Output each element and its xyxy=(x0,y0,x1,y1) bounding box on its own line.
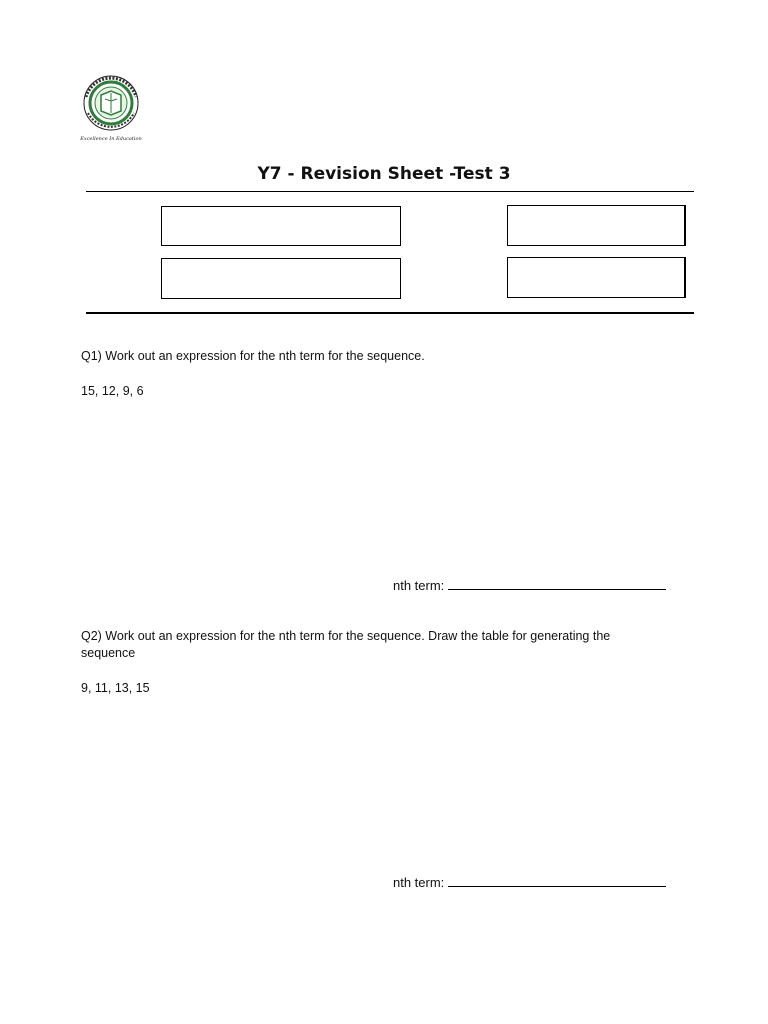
class-field-box[interactable] xyxy=(507,205,686,246)
name-field-box[interactable] xyxy=(161,206,401,246)
question-1-prompt: Q1) Work out an expression for the nth term for the sequence. xyxy=(81,349,425,363)
question-1-answer[interactable] xyxy=(393,576,666,593)
question-2-answer-label: nth term: xyxy=(393,875,445,890)
page-title: Y7 - Revision Sheet -Test 3 xyxy=(257,164,511,184)
question-2-answer[interactable] xyxy=(393,873,666,890)
score-field-box[interactable] xyxy=(507,257,686,298)
question-2-sequence: 9, 11, 13, 15 xyxy=(81,681,150,695)
svg-text:Excellence In Education: Excellence In Education xyxy=(80,136,142,142)
question-1-sequence: 15, 12, 9, 6 xyxy=(81,384,144,398)
question-2-prompt: Q2) Work out an expression for the nth term for the sequence. Draw the table for generating the sequence xyxy=(81,629,611,660)
header-bottom-rule xyxy=(86,312,694,314)
question-1-answer-line[interactable] xyxy=(448,576,666,590)
question-2-answer-line[interactable] xyxy=(448,873,666,887)
header-top-rule xyxy=(86,191,694,192)
date-field-box[interactable] xyxy=(161,258,401,299)
school-logo xyxy=(78,73,144,143)
question-1-answer-label: nth term: xyxy=(393,578,445,593)
